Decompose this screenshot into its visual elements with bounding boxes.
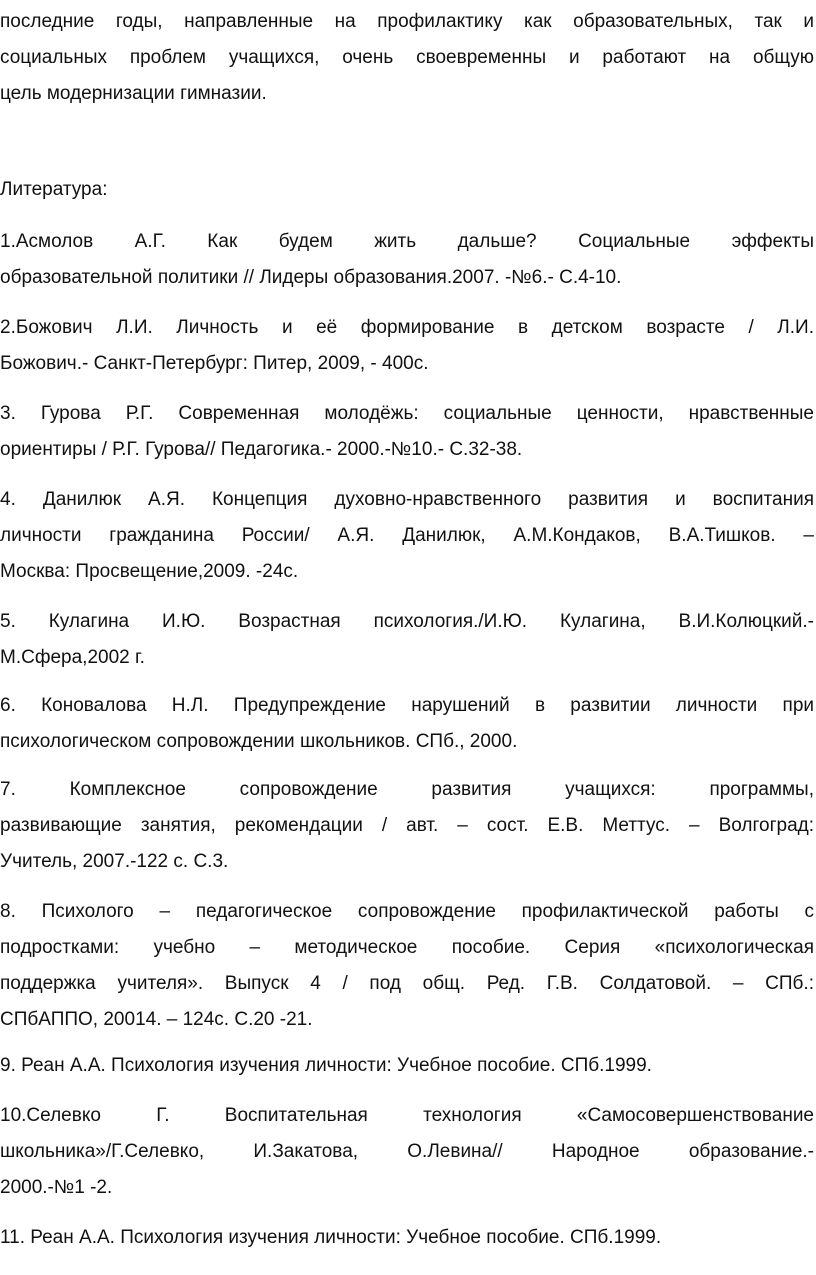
reference-line: 4. Данилюк А.Я. Концепция духовно-нравственного развития и воспитания [0, 489, 814, 510]
reference-line: личности гражданина России/ А.Я. Данилюк, А.М.Кондаков, В.А.Тишков. – [0, 525, 814, 546]
reference-line: 2000.-№1 -2. [0, 1177, 113, 1198]
reference-item-11 [0, 1220, 814, 1256]
intro-line: социальных проблем учащихся, очень своевременны и работают на общую [0, 47, 814, 68]
reference-line: СПбАППО, 20014. – 124с. С.20 -21. [0, 1009, 313, 1030]
reference-item-1 [0, 224, 814, 296]
reference-item-6 [0, 688, 814, 760]
reference-line: 6. Коновалова Н.Л. Предупреждение нарушений в развитии личности при [0, 695, 814, 716]
reference-line: подростками: учебно – методическое пособие. Серия «психологическая [0, 937, 814, 958]
reference-line: 3. Гурова Р.Г. Современная молодёжь: социальные ценности, нравственные [0, 403, 814, 424]
reference-item-8 [0, 894, 814, 1038]
reference-item-10 [0, 1098, 814, 1206]
reference-line: М.Сфера,2002 г. [0, 647, 145, 668]
reference-line: ориентиры / Р.Г. Гурова// Педагогика.- 2000.-№10.- С.32-38. [0, 439, 523, 460]
reference-item-2 [0, 310, 814, 382]
reference-line: 7. Комплексное сопровождение развития учащихся: программы, [0, 779, 814, 800]
reference-item-7 [0, 772, 814, 880]
literature-heading-block [0, 172, 814, 208]
reference-line: Москва: Просвещение,2009. -24с. [0, 561, 299, 582]
reference-line: 5. Кулагина И.Ю. Возрастная психология./И.Ю. Кулагина, В.И.Колюцкий.- [0, 611, 814, 632]
reference-item-3 [0, 396, 814, 468]
reference-line: психологическом сопровождении школьников. СПб., 2000. [0, 731, 518, 752]
intro-paragraph [0, 4, 814, 112]
reference-item-9 [0, 1048, 814, 1084]
reference-line: образовательной политики // Лидеры образования.2007. -№6.- С.4-10. [0, 267, 622, 288]
reference-line: школьника»/Г.Селевко, И.Закатова, О.Левина// Народное образование.- [0, 1141, 814, 1162]
reference-line: 11. Реан А.А. Психология изучения личности: Учебное пособие. СПб.1999. [0, 1227, 662, 1248]
reference-line: развивающие занятия, рекомендации / авт. – сост. Е.В. Меттус. – Волгоград: [0, 815, 814, 836]
reference-item-5 [0, 604, 814, 676]
reference-item-4 [0, 482, 814, 590]
reference-line: поддержка учителя». Выпуск 4 / под общ. Ред. Г.В. Солдатовой. – СПб.: [0, 973, 814, 994]
reference-line: 9. Реан А.А. Психология изучения личности: Учебное пособие. СПб.1999. [0, 1055, 652, 1076]
intro-line: цель модернизации гимназии. [0, 83, 267, 104]
reference-line: 2.Божович Л.И. Личность и её формирование в детском возрасте / Л.И. [0, 317, 814, 338]
reference-line: 10.Селевко Г. Воспитательная технология «Самосовершенствование [0, 1105, 814, 1126]
reference-line: Божович.- Санкт-Петербург: Питер, 2009, - 400с. [0, 353, 429, 374]
intro-line: последние годы, направленные на профилактику как образовательных, так и [0, 11, 814, 32]
reference-line: 8. Психолого – педагогическое сопровождение профилактической работы с [0, 901, 814, 922]
literature-heading: Литература: [0, 179, 108, 200]
reference-line: 1.Асмолов А.Г. Как будем жить дальше? Социальные эффекты [0, 231, 814, 252]
reference-line: Учитель, 2007.-122 с. С.3. [0, 851, 229, 872]
